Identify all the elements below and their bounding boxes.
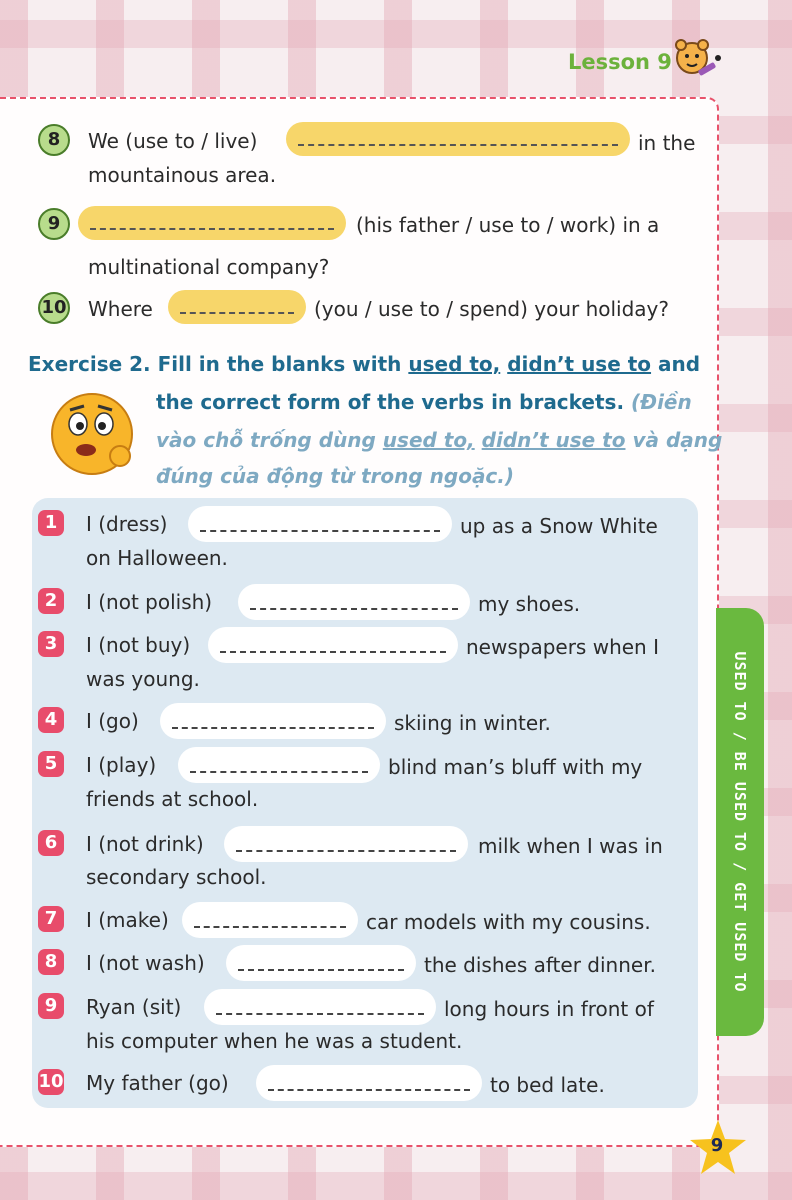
answer-blank[interactable] (224, 826, 468, 862)
question-text: We (use to / live) (88, 129, 258, 153)
question-number: 10 (38, 292, 70, 324)
item-text-cont: secondary school. (86, 865, 267, 889)
answer-blank[interactable] (168, 290, 306, 324)
item-text: I (not polish) (86, 590, 213, 614)
question-text: in the (638, 131, 696, 155)
item-text: My father (go) (86, 1071, 229, 1095)
question-number: 9 (38, 208, 70, 240)
item-text: I (dress) (86, 512, 168, 536)
question-text-cont: mountainous area. (88, 163, 277, 187)
item-text: my shoes. (478, 592, 581, 616)
item-text: Ryan (sit) (86, 995, 182, 1019)
question-text-cont: multinational company? (88, 255, 330, 279)
item-text: I (not drink) (86, 832, 204, 856)
item-text: I (not buy) (86, 633, 191, 657)
item-number-badge: 5 (38, 751, 64, 777)
page-number: 9 (710, 1135, 724, 1156)
answer-blank[interactable] (238, 584, 470, 620)
item-text: the dishes after dinner. (424, 953, 656, 977)
answer-blank[interactable] (204, 989, 436, 1025)
thinking-smiley-icon (46, 384, 142, 480)
answer-blank[interactable] (208, 627, 458, 663)
item-text: to bed late. (490, 1073, 605, 1097)
item-text: milk when I was in (478, 834, 663, 858)
item-number-badge: 9 (38, 993, 64, 1019)
item-text-cont: friends at school. (86, 787, 259, 811)
question-text: (his father / use to / work) in a (356, 213, 660, 237)
item-text: I (not wash) (86, 951, 205, 975)
item-text: I (make) (86, 908, 169, 932)
topic-side-tab-label: USED TO / BE USED TO / GET USED TO (731, 651, 749, 993)
item-text: blind man’s bluff with my (388, 755, 643, 779)
item-text-cont: his computer when he was a student. (86, 1029, 463, 1053)
answer-blank[interactable] (286, 122, 630, 156)
item-number-badge: 2 (38, 588, 64, 614)
vietnamese-instruction: vào chỗ trống dùng used to, didn’t use to và dạng (156, 428, 723, 452)
item-text: up as a Snow White (460, 514, 658, 538)
item-number-badge: 6 (38, 830, 64, 856)
exercise-instruction: the correct form of the verbs in brackets. (Điền (156, 390, 692, 414)
item-text: I (play) (86, 753, 157, 777)
answer-blank[interactable] (182, 902, 358, 938)
item-text-cont: on Halloween. (86, 546, 228, 570)
answer-blank[interactable] (256, 1065, 482, 1101)
answer-blank[interactable] (160, 703, 386, 739)
item-text: long hours in front of (444, 997, 654, 1021)
lesson-title: Lesson 9 (568, 50, 672, 74)
item-text-cont: was young. (86, 667, 200, 691)
question-text: (you / use to / spend) your holiday? (314, 297, 669, 321)
item-text: I (go) (86, 709, 139, 733)
answer-blank[interactable] (226, 945, 416, 981)
item-number-badge: 3 (38, 631, 64, 657)
item-number-badge: 8 (38, 949, 64, 975)
answer-blank[interactable] (178, 747, 380, 783)
item-number-badge: 4 (38, 707, 64, 733)
item-number-badge: 7 (38, 906, 64, 932)
vietnamese-instruction-cont: đúng của động từ trong ngoặc.) (156, 464, 515, 488)
item-text: car models with my cousins. (366, 910, 651, 934)
question-number: 8 (38, 124, 70, 156)
answer-blank[interactable] (78, 206, 346, 240)
exercise-title: Exercise 2. Fill in the blanks with used to, didn’t use to and (28, 352, 701, 376)
item-text: skiing in winter. (394, 711, 551, 735)
item-number-badge: 10 (38, 1069, 64, 1095)
tiger-mascot-icon (668, 36, 722, 82)
answer-blank[interactable] (188, 506, 452, 542)
item-number-badge: 1 (38, 510, 64, 536)
item-text: newspapers when I (466, 635, 659, 659)
question-text: Where (88, 297, 153, 321)
